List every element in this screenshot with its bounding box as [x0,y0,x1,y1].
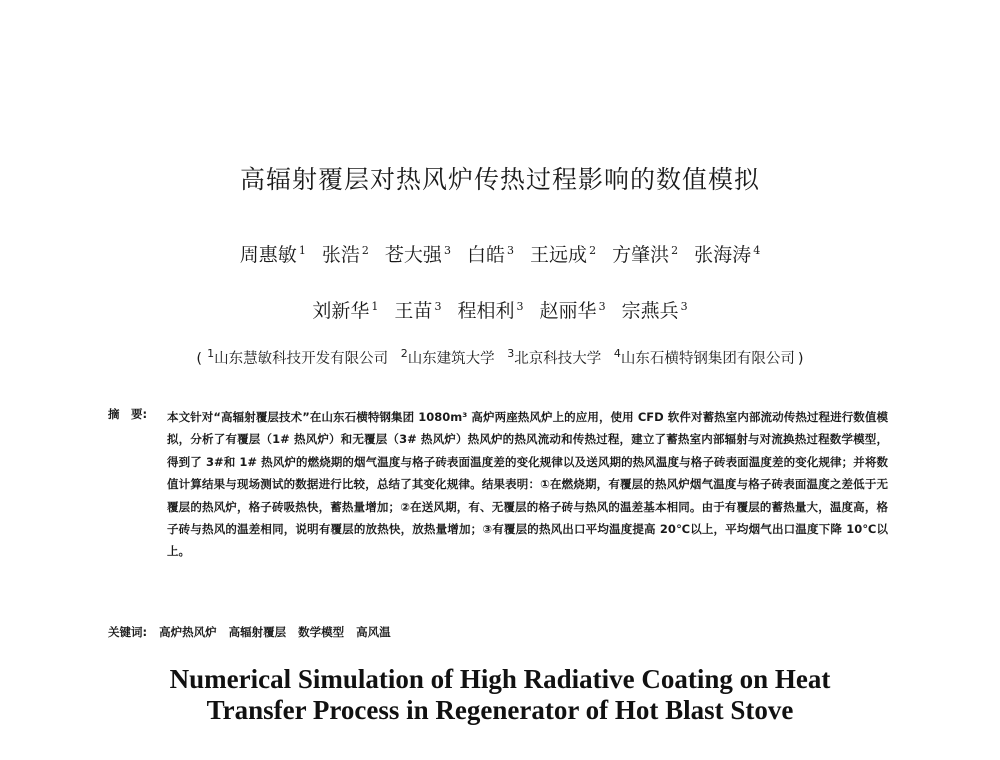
author-name: 苍大强 [384,244,442,266]
english-title-line-1: Numerical Simulation of High Radiative Coating on Heat [169,664,831,694]
keyword: 高风温 [356,625,391,639]
affiliation-number: 1 [207,347,215,361]
author-affiliation-mark: 3 [598,299,606,313]
affiliation [205,347,389,367]
paper-title: 高辐射覆层对热风炉传热过程影响的数值模拟 [239,165,760,194]
author-affiliation-mark: 3 [443,243,451,257]
affiliation-name: 山东石横特钢集团有限公司 [620,351,795,367]
author [385,244,451,266]
abstract-label: 摘 要: [108,407,148,421]
english-title-line-2: Transfer Process in Regenerator of Hot Blast Stove [206,695,794,725]
author [530,244,596,266]
author-name: 程相利 [457,300,515,322]
keyword: 高辐射覆层 [228,625,287,639]
author-name: 白皓 [466,244,505,266]
author-name: 张浩 [321,244,360,266]
keywords-label: 关键词: [108,625,148,639]
affiliations [0,347,1000,368]
author-affiliation-mark: 2 [671,243,679,257]
abstract-text: 本文针对“高辐射覆层技术”在山东石横特钢集团 1080m³ 高炉两座热风炉上的应用，使用 CFD 软件对蓄热室内部流动传热过程进行数值模拟，分析了有覆层（1# 热风炉）和无覆层（3# 热风炉）热风炉的热风流动和传热过程，建立了蓄热室内部辐射与对流换热过程数学模型，得到了 3#和 1# 热风炉的燃烧期的烟气温度与格子砖表面温度差的变化规律以及送风期的热风温度与格子砖表面温度差的变化规律；并将数值计算结果与现场测试的数据进行比较，总结了其变化规律。结果表明：①在燃烧期，有覆层的热风炉烟气温度与格子砖表面温度之差低于无覆层的热风炉，格子砖吸热快，蓄热量增加；②在送风期，有、无覆层的格子砖与热风的温差基本相同。由于有覆层的蓄热量大，温度高，格子砖与热风的温差相同，说明有覆层的放热快，放热量增加；③有覆层的热风出口平均温度提高 20℃以上，平均烟气出口温度下降 10℃以上。 [167,410,888,559]
author-name: 张海涛 [694,244,752,266]
affiliation-number: 4 [613,347,621,361]
author-affiliation-mark: 3 [434,299,442,313]
author [240,244,306,266]
keyword: 高炉热风炉 [159,625,217,639]
english-title [0,664,1000,726]
author-affiliation-mark: 2 [361,243,369,257]
author-name: 赵丽华 [539,300,597,322]
author-list-row-1 [0,240,1000,267]
author-affiliation-mark: 4 [753,243,761,257]
author-name: 宗燕兵 [621,300,679,322]
author [312,300,378,322]
affiliation [612,347,795,367]
author-affiliation-mark: 1 [298,243,306,257]
affiliation-name: 山东建筑大学 [407,351,495,367]
author-name: 王苗 [394,300,433,322]
author-affiliation-mark: 3 [680,299,688,313]
affiliation [505,347,602,367]
author-affiliation-mark: 3 [516,299,524,313]
affiliations-close-paren: ) [797,351,804,367]
affiliation [399,347,495,367]
affiliations-open-paren: ( [196,351,203,367]
author-name: 方肇洪 [612,244,670,266]
author-list-row-2 [0,296,1000,323]
author [612,244,678,266]
keyword: 数学模型 [298,625,345,639]
affiliation-name: 山东慧敏科技开发有限公司 [214,351,389,367]
abstract [108,406,888,563]
affiliation-name: 北京科技大学 [514,351,602,367]
author [540,300,606,322]
keywords [108,624,888,640]
author [622,300,688,322]
author [322,244,369,266]
author [694,244,760,266]
author-name: 刘新华 [312,300,370,322]
author [394,300,441,322]
author-affiliation-mark: 1 [371,299,379,313]
author-affiliation-mark: 3 [507,243,514,257]
author-name: 王远成 [530,244,588,266]
affiliation-number: 2 [400,347,408,361]
author [457,300,523,322]
author-name: 周惠敏 [239,244,297,266]
author [467,244,514,266]
affiliation-number: 3 [507,347,515,361]
author-affiliation-mark: 2 [589,243,597,257]
